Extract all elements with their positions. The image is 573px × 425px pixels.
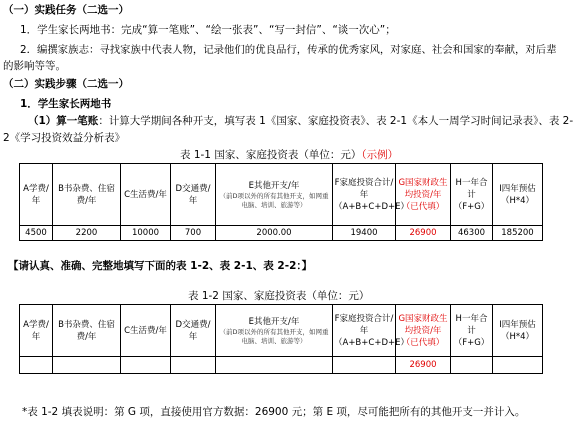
table2-cell-d[interactable]	[171, 357, 216, 374]
table1-header-i-formula: （H*4）	[500, 195, 535, 206]
table2-header-f-title: F家庭投资合计/年	[334, 313, 394, 336]
table1-header-h	[451, 164, 493, 226]
table1-header-c: C生活费/年	[121, 164, 171, 226]
table1-header-g3: （已代填）	[401, 201, 445, 212]
table2-header-row	[20, 305, 543, 357]
table1-header-i	[493, 164, 543, 226]
table2-header-i	[493, 305, 543, 357]
table2-header-h	[451, 305, 493, 357]
footnote: *表 1-2 填表说明：第 G 项，直接使用官方数据：26900 元；第 E 项，尽可能把所有的其他开支一并计入。	[22, 406, 526, 418]
step-label: （1）算一笔账	[28, 115, 99, 127]
table1-header-d: D交通费/年	[171, 164, 216, 226]
table2-header-c: C生活费/年	[121, 305, 171, 357]
table2-header-h-formula: （F+G）	[453, 337, 490, 348]
section2-heading: （二）实践步骤（二选一）	[3, 78, 129, 90]
table2-cell-g: 26900	[396, 357, 451, 374]
table2-header-e-note: （前D项以外的所有其他开支，如网重电脑、培训、旅游等）	[219, 327, 329, 345]
table2-cell-b[interactable]	[53, 357, 121, 374]
section1-heading: （一）实践任务（二选一）	[3, 4, 129, 16]
table2-header-f-formula: （A+B+C+D+E）	[334, 337, 409, 348]
table2-header-i-formula: （H*4）	[500, 331, 535, 342]
table2-cell-a[interactable]	[20, 357, 53, 374]
table1-data-row	[20, 226, 543, 241]
table1-cell-e: 2000.00	[216, 226, 333, 241]
table2-header-d: D交通费/年	[171, 305, 216, 357]
table2-caption: 表 1-2 国家、家庭投资表（单位：元）	[188, 290, 370, 302]
table2-cell-c[interactable]	[121, 357, 171, 374]
table2-cell-f[interactable]	[333, 357, 396, 374]
table1-cell-i: 185200	[493, 226, 543, 241]
table1-header-e	[216, 164, 333, 226]
table1-caption-text: 表 1-1 国家、家庭投资表（单位：元）	[180, 149, 362, 161]
table1-header-h-title: H一年合计	[455, 177, 488, 200]
instruction-text: 【请认真、准确、完整地填写下面的表 1-2、表 2-1、表 2-2：】	[8, 260, 313, 272]
section2-sub1: 1．学生家长两地书	[20, 98, 112, 110]
table2-header-g1: G国家财政生	[398, 313, 448, 324]
table1-header-e-title: E其他开支/年	[248, 180, 300, 191]
table1-header-f-title: F家庭投资合计/年	[334, 177, 394, 200]
table1	[19, 163, 543, 241]
table1-cell-a: 4500	[20, 226, 53, 241]
table1-header-row	[20, 164, 543, 226]
table2	[19, 304, 543, 374]
section1-item2-line1: 2．编撰家族志：寻找家族中代表人物，记录他们的优良品行，传承的优秀家风，对家庭、社会和国家的奉献，对后辈	[20, 44, 557, 56]
table1-header-g2: 均投资/年	[404, 189, 442, 200]
section1-item2-line2: 的影响等等。	[3, 60, 66, 72]
step-line	[28, 113, 573, 128]
table1-cell-c: 10000	[121, 226, 171, 241]
table2-cell-h[interactable]	[451, 357, 493, 374]
table1-header-e-note: （前D项以外的所有其他开支，如网重电脑、培训、旅游等）	[219, 191, 329, 209]
table1-header-i-title: I四年预估	[499, 183, 536, 194]
table2-cell-e[interactable]	[216, 357, 333, 374]
table1-header-b: B书杂费、住宿费/年	[53, 164, 121, 226]
section1-item1: 1．学生家长两地书：完成“算一笔账”、“绘一张表”、“写一封信”、“谈一次心”；	[20, 24, 396, 36]
table1-cell-f: 19400	[333, 226, 396, 241]
table1-cell-b: 2200	[53, 226, 121, 241]
table1-caption	[180, 147, 398, 162]
table1-caption-example: （示例）	[361, 149, 399, 161]
table2-header-e-title: E其他开支/年	[248, 316, 300, 327]
table2-header-a: A学费/年	[20, 305, 53, 357]
table1-cell-d: 700	[171, 226, 216, 241]
step-text: ：计算大学期间各种开支，填写表 1《国家、家庭投资表》、表 2-1《本人一周学习时间记录表》、表 2-	[98, 115, 573, 127]
table2-header-i-title: I四年预估	[499, 319, 536, 330]
table1-header-a: A学费/年	[20, 164, 53, 226]
table2-data-row	[20, 357, 543, 374]
table2-header-b: B书杂费、住宿费/年	[53, 305, 121, 357]
step-text-2: 2《学习投资效益分析表》	[3, 132, 126, 144]
table1-cell-h: 46300	[451, 226, 493, 241]
table2-header-g	[396, 305, 451, 357]
table1-cell-g: 26900	[396, 226, 451, 241]
table2-header-h-title: H一年合计	[455, 313, 488, 336]
table1-header-h-formula: （F+G）	[453, 201, 490, 212]
table2-cell-i[interactable]	[493, 357, 543, 374]
table2-header-f	[333, 305, 409, 357]
table2-header-e	[216, 305, 333, 357]
table1-header-f-formula: （A+B+C+D+E）	[334, 201, 409, 212]
table1-header-g	[396, 164, 451, 226]
table2-header-g3: （已代填）	[401, 337, 445, 348]
table1-header-g1: G国家财政生	[398, 177, 448, 188]
table1-header-f	[333, 164, 409, 226]
table2-header-g2: 均投资/年	[404, 325, 442, 336]
